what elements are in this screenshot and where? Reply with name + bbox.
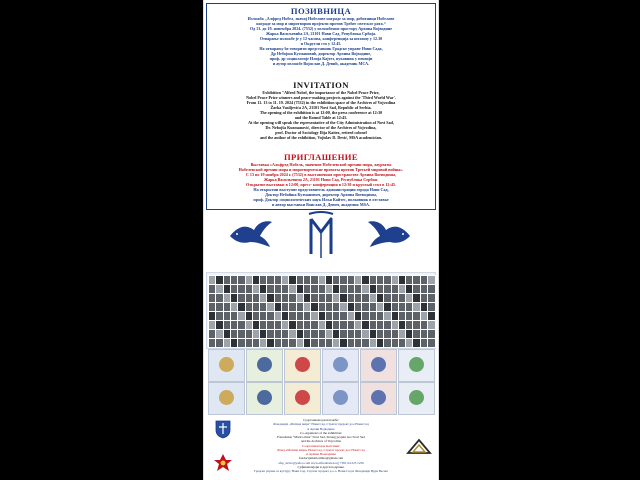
sponsor-line: Foundation "Matica mira" Novi Sad, Strateg projekt doo Novi Sad <box>277 435 365 439</box>
sponsor-contact: afsp_devic@yahoo.com www.alfrednobel.org +381 64 225 1256 <box>278 460 364 465</box>
poster-graphic <box>333 357 348 372</box>
text-line: and the Round Table at 12:45. <box>294 115 348 121</box>
poster-graphic <box>295 390 310 405</box>
text-line: Доктор Небойша Кузманович, директор Архива Воеводины, <box>265 192 377 198</box>
text-line: проф. др социологије Илија Кајтез, пуковник у пензији <box>269 56 373 62</box>
text-line: Выставка «Альфред Нобель, значение Нобелевской премии мира, лауреаты <box>250 162 392 167</box>
poster-thumbnail <box>284 349 321 382</box>
sponsor-line: Co-organizers of the exhibition: <box>299 430 343 435</box>
poster-graphic <box>371 390 386 405</box>
sponsor-line: Фонд «Матица мира» Нови Сад, Стратег проект доо Нови Сад <box>277 447 365 452</box>
poster-thumbnail <box>398 349 435 382</box>
text-line: С 13 по 19 ноября 2024 г. (7532) в выставочном пространстве Архива Воеводины, <box>245 172 397 178</box>
text-line: и автор выставки Воислав Д. Девич, академик MSA. <box>271 202 371 208</box>
poster-thumbnail <box>360 349 397 382</box>
sponsor-line: and the Archives of Vojvodina <box>301 439 341 444</box>
dove-right-icon <box>366 220 412 250</box>
poster-thumbnail <box>322 382 359 415</box>
text-line: проф. Доктор социологических наук Илья Кайтес, полковник в отставке <box>253 197 389 203</box>
invitation-document <box>203 0 439 480</box>
text-line: Од 13. до 19. новембра 2024. (7532) у изложбеном простору Архива Војводине <box>249 26 393 32</box>
text-line: и аутор изложбе Војислав Д. Девић, академик МСА. <box>272 61 370 67</box>
text-line: Др Небојша Кузмановић, директор Архива Војводине, <box>270 51 372 57</box>
poster-graphic <box>219 357 234 372</box>
text-line: На открытии выступят представитель администрации города Нови Сад, <box>253 187 389 193</box>
text-line: Dr. Nebojša Kuzmanović, director of the Archives of Vojvodina, <box>265 125 377 131</box>
poster-graphic <box>257 390 272 405</box>
text-line: prof. Doctor of Sociology Ilija Kaitez, retired colonel <box>275 130 367 136</box>
section-english <box>207 80 435 140</box>
poster-thumbnail <box>246 349 283 382</box>
sponsor-line: и Архив Војводине <box>307 426 335 431</box>
sponsor-line: Фондација „Матица мира“ Нови Сад, Стратег пројект доо Нови Сад <box>273 422 369 427</box>
text-line: На отварању ће говорити представник Градске управе Нови Сада, <box>259 46 383 52</box>
sponsor-line: Соорганизаторы выставки: <box>302 443 340 448</box>
portrait-thumbnail <box>427 338 436 348</box>
poster-thumbnail <box>246 382 283 415</box>
text-line: From 11. 13 to 11. 19. 2024 (7532) in the exhibition space of the Archives of Vojvodina <box>246 100 396 106</box>
poster-graphic <box>219 390 234 405</box>
poster-graphic <box>409 390 424 405</box>
poster-graphic <box>295 357 310 372</box>
text-line: Нобелевской премии мира и миротворческие проекты против Третьей мировой войны». <box>238 167 404 173</box>
sponsor-line: Градска управа за културу Нови Сад, Стратег пројект д.о.о. Нови Сад и Фондација Вуди Весеш <box>254 469 388 473</box>
text-line: At the opening will speak the representative of the City Administration of Novi Sad, <box>248 120 394 126</box>
poster-graphic <box>333 390 348 405</box>
poster-thumbnail <box>398 382 435 415</box>
text-line: Изложба „Алфред Нобел, значај Нобелове награде за мир, добитници Нобелове <box>247 16 395 21</box>
dove-left-icon <box>228 220 274 250</box>
poster-thumbnail <box>208 382 245 415</box>
dove-emblem-separator <box>206 208 436 270</box>
poster-thumbnail <box>322 349 359 382</box>
laureates-portrait-collage <box>206 272 436 349</box>
title-russian: ПРИГЛАШЕНИЕ <box>283 152 359 162</box>
text-line: Жарка Васильевича 2А, 21101 Нови Сад, Республика Сербия. <box>264 177 378 183</box>
text-line: The opening of the exhibition is at 12:00, the press conference at 12:30 <box>259 110 383 116</box>
matica-mira-logo-icon <box>406 438 432 456</box>
text-line: Exhibition "Alfred Nobel, the importance of the Nobel Peace Prize, <box>262 90 380 95</box>
text-line: and the author of the exhibition, Vojislav D. Dević, MSA academician. <box>260 135 382 141</box>
section-russian <box>207 152 435 207</box>
text-line: и Округли сто у 12.45. <box>300 41 342 47</box>
text-line: Открытие выставки в 12:00, пресс- конференция в 12:30 и круглый стол в 12:45. <box>246 182 396 188</box>
section-serbian <box>207 6 435 66</box>
exhibition-posters <box>206 349 436 415</box>
poster-graphic <box>409 357 424 372</box>
poster-thumbnail <box>284 382 321 415</box>
sponsor-line: Суфинансијери и други подршке: <box>297 464 345 469</box>
text-line: Žarka Vasiljevića 2A, 21101 Novi Sad, Republic of Serbia. <box>270 105 372 111</box>
title-english: INVITATION <box>293 80 349 90</box>
coat-of-arms-icon <box>214 419 232 439</box>
sponsor-block <box>206 416 436 480</box>
text-line: Жарка Васиљевића 2А, 21101 Нови Сад, Република Србија. <box>265 31 377 37</box>
title-serbian: ПОЗИВНИЦА <box>290 6 352 16</box>
text-line: награде за мир и миротворни пројекти против Трећег светског рата.“ <box>256 21 386 27</box>
sponsor-email: fondacijamaticamira@gmail.com <box>298 456 344 461</box>
text-line: Nobel Peace Prize winners and peace-making projects against the 'Third World War'. <box>246 95 396 101</box>
fleur-emblem-icon <box>212 452 234 474</box>
poster-thumbnail <box>208 349 245 382</box>
sponsor-line: Суорганизатори изложбе: <box>303 418 339 422</box>
emblem-icon <box>302 210 340 262</box>
poster-thumbnail <box>360 382 397 415</box>
text-line: Отварање изложбе је у 12 часова, конференција за штампу у 12.30 <box>259 36 383 42</box>
sponsor-line: и Архива Воеводины <box>306 452 336 456</box>
invitation-frame <box>206 3 436 210</box>
poster-graphic <box>371 357 386 372</box>
poster-graphic <box>257 357 272 372</box>
